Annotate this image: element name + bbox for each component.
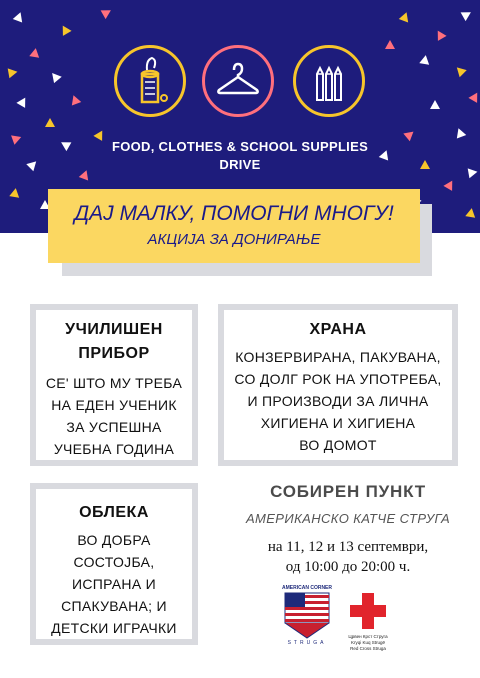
confetti-triangle (101, 6, 114, 19)
school-supplies-card (30, 304, 198, 466)
american-corner-logo (281, 585, 333, 647)
confetti-triangle (454, 127, 466, 139)
red-cross-logo (348, 591, 388, 631)
confetti-triangle (453, 64, 466, 77)
card-body-line: И ПРОИЗВОДИ ЗА ЛИЧНА (247, 393, 429, 409)
confetti-triangle (465, 207, 476, 218)
american-corner-caption: AMERICAN CORNER (282, 585, 332, 591)
collection-date-line2: од 10:00 до 20:00 ч. (285, 559, 411, 575)
card-body-line: СО ДОЛГ РОК НА УПОТРЕБА, (234, 371, 442, 387)
drive-title-line1: FOOD, CLOTHES & SCHOOL SUPPLIES (111, 139, 369, 154)
card-body-line: СОСТОЈБА, (73, 554, 155, 570)
red-cross-text-line: Kryqi Kuq Strugë (350, 640, 386, 645)
confetti-triangle (419, 54, 430, 65)
confetti-triangle (45, 118, 55, 127)
pencils-icon (293, 45, 365, 117)
confetti-triangle (443, 178, 456, 191)
confetti-triangle (461, 8, 474, 21)
card-title-line: УЧИЛИШЕН (65, 321, 163, 338)
card-body-line: ВО ДОМОТ (299, 437, 377, 453)
clothes-card (30, 483, 198, 645)
hanger-icon (202, 45, 274, 117)
food-card (218, 304, 458, 466)
confetti-triangle (430, 100, 440, 109)
confetti-triangle (399, 11, 411, 23)
card-body-line: ХИГИЕНА И ХИГИЕНА (260, 415, 416, 431)
confetti-triangle (8, 67, 19, 78)
slogan-subtitle: АКЦИЈА ЗА ДОНИРАЊЕ (147, 231, 321, 248)
confetti-triangle (16, 95, 29, 108)
drive-title-line2: DRIVE (219, 157, 261, 172)
collection-point-place: АМЕРИКАНСКО КАТЧЕ СТРУГА (245, 511, 451, 526)
confetti-triangle (433, 28, 446, 41)
slogan-banner (48, 189, 420, 263)
card-body-line: КОНЗЕРВИРАНА, ПАКУВАНА, (235, 349, 441, 365)
card-body-line: УЧЕБНА ГОДИНА (53, 441, 175, 457)
confetti-triangle (48, 70, 61, 83)
confetti-triangle (29, 47, 40, 58)
confetti-triangle (58, 23, 71, 36)
card-title-line: ОБЛЕКА (79, 504, 149, 521)
card-title-line: ПРИБОР (78, 345, 150, 362)
card-body-line: ДЕТСКИ ИГРАЧКИ (51, 620, 177, 636)
card-body-line: НА ЕДЕН УЧЕНИК (51, 397, 177, 413)
american-corner-city: STRUGA (287, 640, 327, 646)
collection-point-title: СОБИРЕН ПУНКТ (270, 482, 426, 501)
food-can-icon (114, 45, 186, 117)
confetti-triangle (468, 90, 480, 103)
card-body-line: ИСПРАНА И (71, 576, 157, 592)
red-cross-text-line: Црвен Крст Струга (348, 634, 388, 639)
confetti-triangle (385, 40, 395, 49)
slogan-title: ДАЈ МАЛКУ, ПОМОГНИ МНОГУ! (74, 202, 394, 225)
card-body-line: ЗА УСПЕШНА (66, 419, 162, 435)
card-body-line: СПАКУВАНА; И (61, 598, 167, 614)
confetti-triangle (69, 94, 81, 106)
confetti-triangle (9, 187, 20, 198)
card-title-line: ХРАНА (309, 321, 367, 338)
card-body-line: СЕ' ШТО МУ ТРЕБА (45, 375, 183, 391)
confetti-triangle (13, 11, 25, 23)
collection-date-line1: на 11, 12 и 13 септември, (267, 539, 429, 555)
red-cross-text-line: Red Cross Struga (350, 646, 386, 651)
card-body-line: ВО ДОБРА (77, 532, 151, 548)
